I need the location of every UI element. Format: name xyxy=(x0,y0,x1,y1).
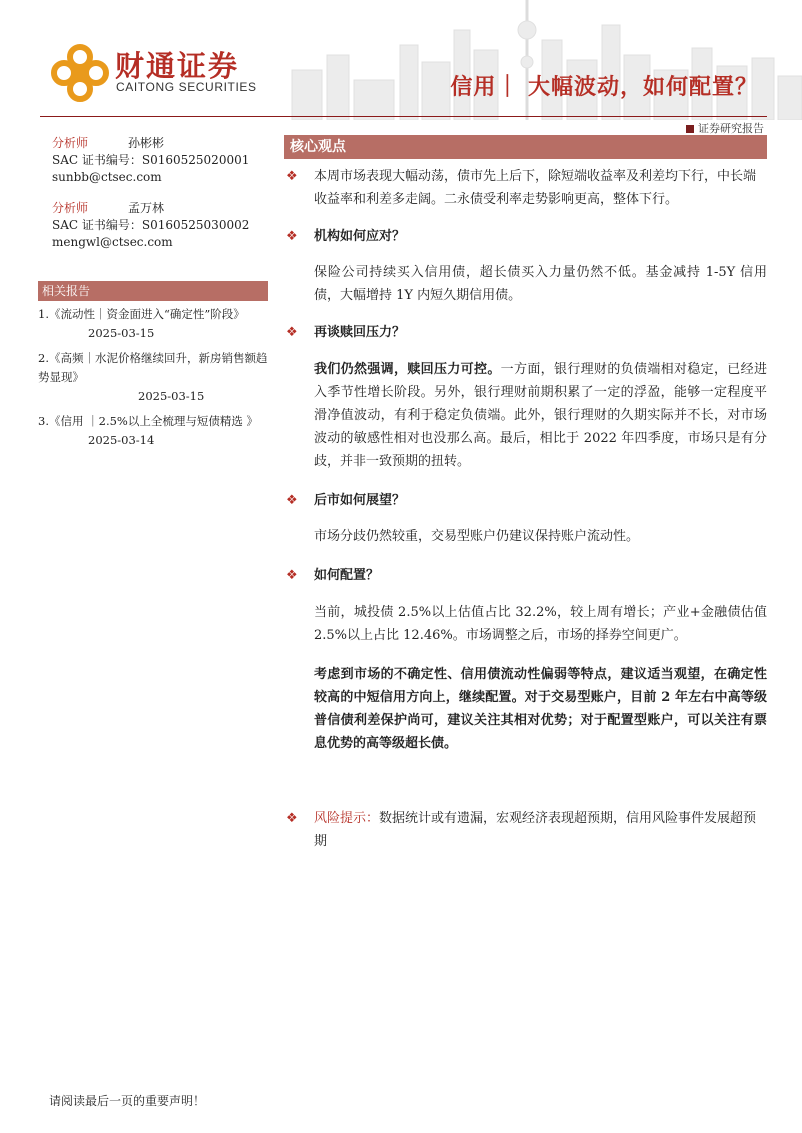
logo-text-cn: 财通证券 xyxy=(115,49,240,83)
related-reports-header: 相关报告 xyxy=(38,281,268,301)
diamond-bullet-icon: ❖ xyxy=(286,493,298,508)
diamond-bullet-icon: ❖ xyxy=(286,229,298,244)
header-divider xyxy=(40,116,767,117)
analyst-name: 孟万林 xyxy=(128,201,165,215)
question-bullet xyxy=(284,489,767,512)
analyst-role: 分析师 xyxy=(52,201,89,215)
related-report-title[interactable]: 1.《流动性｜资金面进入“确定性”阶段》 xyxy=(38,307,245,321)
intro-text: 本周市场表现大幅动荡，债市先上后下，除短端收益率及利差均下行，中长端收益率和利差多走阔。二永债受利率走势影响更高，整体下行。 xyxy=(314,169,757,207)
diamond-bullet-icon: ❖ xyxy=(286,811,298,826)
answer-paragraph: 市场分歧仍然较重，交易型账户仍建议保持账户流动性。 xyxy=(314,529,640,544)
analyst-sac: SAC 证书编号：S0160525030002 xyxy=(52,218,250,232)
analyst-email[interactable]: sunbb@ctsec.com xyxy=(52,170,162,184)
report-type-text: 证券研究报告 xyxy=(698,122,764,135)
logo-text-en: CAITONG SECURITIES xyxy=(116,80,257,94)
answer-text: 一方面，银行理财的负债端相对稳定，已经进入季节性增长阶段。另外，银行理财前期积累了一定的浮盈，能够一定程度平滑净值波动，有利于稳定负债端。此外，银行理财的久期实际并不长，对市场波动的敏感性相对也没那么高。最后，相比于 2022 年四季度，市场只是有分歧，并非一致预期的扭转。 xyxy=(314,362,767,469)
caitong-logo-icon xyxy=(50,43,110,103)
sidebar xyxy=(38,135,268,456)
analyst-block xyxy=(38,200,268,251)
analyst-email[interactable]: mengwl@ctsec.com xyxy=(52,235,173,249)
analyst-block xyxy=(38,135,268,186)
answer-paragraph xyxy=(284,358,767,473)
risk-bullet xyxy=(284,807,767,853)
page-title: 信用｜ 大幅波动，如何配置？ xyxy=(450,75,758,100)
question-bullet xyxy=(284,564,767,587)
page-header xyxy=(0,0,802,135)
related-report-title[interactable]: 2.《高频｜水泥价格继续回升，新房销售额趋势显现》 xyxy=(38,351,268,384)
answer-paragraph: 保险公司持续买入信用债，超长债买入力量仍然不低。基金减持 1-5Y 信用债，大幅增持 1Y 内短久期信用债。 xyxy=(314,265,767,303)
core-views-header: 核心观点 xyxy=(284,135,767,159)
related-report-date: 2025-03-14 xyxy=(88,433,155,447)
related-report-item[interactable] xyxy=(38,412,268,450)
question-bullet xyxy=(284,225,767,248)
risk-text: 数据统计或有遗漏，宏观经济表现超预期，信用风险事件发展超预期 xyxy=(314,811,757,849)
related-report-item[interactable] xyxy=(38,349,268,406)
diamond-bullet-icon: ❖ xyxy=(286,169,298,184)
answer-paragraph: 当前，城投债 2.5%以上估值占比 32.2%，较上周有增长；产业+金融债估值 2.5%以上占比 12.46%。市场调整之后，市场的择券空间更广。 xyxy=(314,605,767,643)
question-heading: 再谈赎回压力？ xyxy=(314,325,406,340)
related-report-title[interactable]: 3.《信用 ｜2.5%以上全梳理与短债精选 》 xyxy=(38,414,258,428)
diamond-bullet-icon: ❖ xyxy=(286,568,298,583)
analyst-role: 分析师 xyxy=(52,136,89,150)
analyst-sac: SAC 证书编号：S0160525020001 xyxy=(52,153,250,167)
answer-emphasis: 我们仍然强调，赎回压力可控。 xyxy=(314,362,501,377)
core-views xyxy=(284,135,767,853)
question-heading: 机构如何应对？ xyxy=(314,229,406,244)
question-heading: 后市如何展望？ xyxy=(314,493,406,508)
related-report-date: 2025-03-15 xyxy=(138,389,205,403)
analyst-name: 孙彬彬 xyxy=(128,136,165,150)
related-report-date: 2025-03-15 xyxy=(88,326,155,340)
question-heading: 如何配置？ xyxy=(314,568,380,583)
report-type-label xyxy=(686,120,764,136)
skyline-decoration xyxy=(282,0,802,120)
square-bullet-icon xyxy=(686,125,694,133)
question-bullet xyxy=(284,321,767,344)
related-reports-list xyxy=(38,305,268,450)
intro-bullet xyxy=(284,165,767,211)
related-report-item[interactable] xyxy=(38,305,268,343)
diamond-bullet-icon: ❖ xyxy=(286,325,298,340)
risk-label: 风险提示： xyxy=(314,811,380,826)
disclaimer-note: 请阅读最后一页的重要声明！ xyxy=(49,1094,206,1108)
recommendation-paragraph: 考虑到市场的不确定性、信用债流动性偏弱等特点，建议适当观望，在确定性较高的中短信用方向上，继续配置。对于交易型账户，目前 2 年左右中高等级普信债利差保护尚可，建议关注其相对优势；对于配置型账户，可以关注有票息优势的高等级超长债。 xyxy=(314,667,767,751)
